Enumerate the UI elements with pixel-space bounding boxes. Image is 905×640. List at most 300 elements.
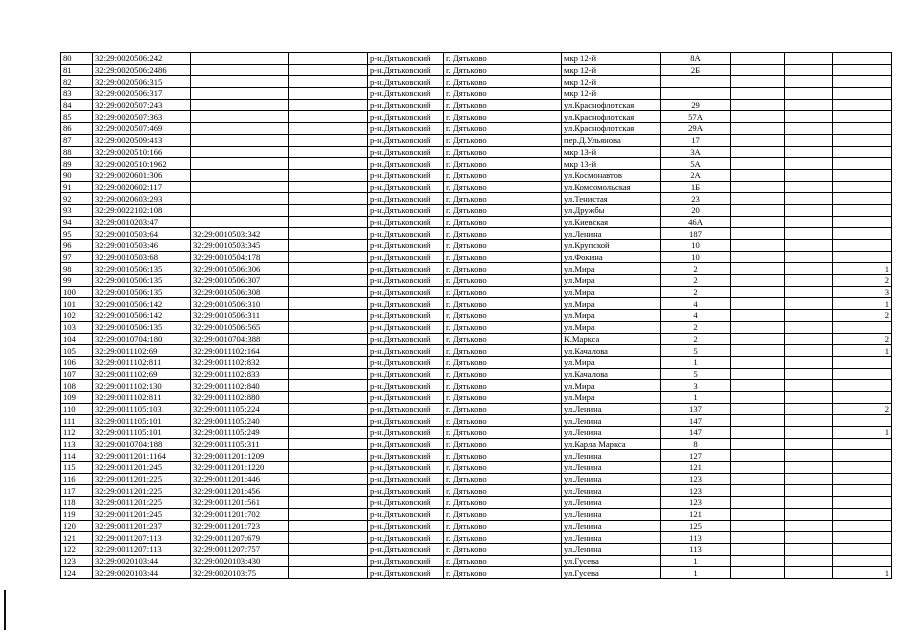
empty-cell <box>785 123 833 135</box>
apartment-number-cell <box>833 356 892 368</box>
city-cell: г. Дятьково <box>444 275 562 287</box>
house-number-cell: 147 <box>661 427 731 439</box>
empty-cell <box>731 240 785 252</box>
cadastral-number-cell: 32:29:0010203:47 <box>93 216 191 228</box>
street-cell: ул.Мира <box>562 356 661 368</box>
empty-cell <box>785 298 833 310</box>
row-number-cell: 122 <box>61 543 93 555</box>
district-cell: р-н.Дятьковский <box>368 438 444 450</box>
empty-cell <box>731 310 785 322</box>
house-number-cell: 8А <box>661 53 731 65</box>
cadastral-number-cell: 32:29:0011105:101 <box>93 415 191 427</box>
premises-cadastral-number-cell: 32:29:0010506:311 <box>191 310 289 322</box>
empty-cell <box>785 333 833 345</box>
street-cell: ул.Карла Маркса <box>562 438 661 450</box>
table-row <box>61 543 892 555</box>
house-number-cell: 123 <box>661 485 731 497</box>
empty-cell <box>289 310 368 322</box>
district-cell: р-н.Дятьковский <box>368 321 444 333</box>
premises-cadastral-number-cell <box>191 193 289 205</box>
street-cell: ул.Краснофлотская <box>562 99 661 111</box>
house-number-cell: 10 <box>661 251 731 263</box>
district-cell: р-н.Дятьковский <box>368 508 444 520</box>
premises-cadastral-number-cell: 32:29:0010506:306 <box>191 263 289 275</box>
city-cell: г. Дятьково <box>444 508 562 520</box>
table-row <box>61 473 892 485</box>
house-number-cell: 123 <box>661 473 731 485</box>
table-row <box>61 520 892 532</box>
table-row <box>61 111 892 123</box>
city-cell: г. Дятьково <box>444 123 562 135</box>
apartment-number-cell <box>833 123 892 135</box>
empty-cell <box>289 88 368 100</box>
cadastral-number-cell: 32:29:0020603:293 <box>93 193 191 205</box>
district-cell: р-н.Дятьковский <box>368 275 444 287</box>
empty-cell <box>289 567 368 579</box>
empty-cell <box>289 286 368 298</box>
cadastral-number-cell: 32:29:0020507:469 <box>93 123 191 135</box>
district-cell: р-н.Дятьковский <box>368 473 444 485</box>
table-row <box>61 228 892 240</box>
house-number-cell: 113 <box>661 543 731 555</box>
row-number-cell: 83 <box>61 88 93 100</box>
empty-cell <box>289 193 368 205</box>
empty-cell <box>785 251 833 263</box>
empty-cell <box>785 427 833 439</box>
district-cell: р-н.Дятьковский <box>368 216 444 228</box>
premises-cadastral-number-cell: 32:29:0011105:311 <box>191 438 289 450</box>
cadastral-number-cell: 32:29:0010506:135 <box>93 263 191 275</box>
row-number-cell: 116 <box>61 473 93 485</box>
apartment-number-cell <box>833 485 892 497</box>
apartment-number-cell <box>833 508 892 520</box>
empty-cell <box>289 275 368 287</box>
street-cell: ул.Ленина <box>562 543 661 555</box>
apartment-number-cell <box>833 64 892 76</box>
apartment-number-cell: 1 <box>833 263 892 275</box>
empty-cell <box>785 263 833 275</box>
city-cell: г. Дятьково <box>444 181 562 193</box>
cadastral-number-cell: 32:29:0020103:44 <box>93 555 191 567</box>
street-cell: ул.Дружбы <box>562 204 661 216</box>
empty-cell <box>785 181 833 193</box>
table-row <box>61 53 892 65</box>
district-cell: р-н.Дятьковский <box>368 158 444 170</box>
street-cell: мкр 12-й <box>562 53 661 65</box>
table-row <box>61 216 892 228</box>
empty-cell <box>289 520 368 532</box>
empty-cell <box>785 286 833 298</box>
empty-cell <box>731 298 785 310</box>
empty-cell <box>289 485 368 497</box>
table-row <box>61 508 892 520</box>
apartment-number-cell <box>833 146 892 158</box>
house-number-cell: 8 <box>661 438 731 450</box>
empty-cell <box>785 567 833 579</box>
empty-cell <box>785 520 833 532</box>
apartment-number-cell <box>833 391 892 403</box>
street-cell: ул.Комсомольская <box>562 181 661 193</box>
street-cell: ул.Качалова <box>562 345 661 357</box>
premises-cadastral-number-cell: 32:29:0011201:702 <box>191 508 289 520</box>
street-cell: ул.Ленина <box>562 415 661 427</box>
empty-cell <box>731 450 785 462</box>
premises-cadastral-number-cell <box>191 88 289 100</box>
table-row <box>61 298 892 310</box>
cadastral-number-cell: 32:29:0011102:69 <box>93 368 191 380</box>
row-number-cell: 108 <box>61 380 93 392</box>
cadastral-number-cell: 32:29:0011102:130 <box>93 380 191 392</box>
cadastral-number-cell: 32:29:0011201:225 <box>93 485 191 497</box>
city-cell: г. Дятьково <box>444 333 562 345</box>
row-number-cell: 104 <box>61 333 93 345</box>
street-cell: ул.Мира <box>562 286 661 298</box>
empty-cell <box>289 228 368 240</box>
empty-cell <box>731 508 785 520</box>
street-cell: мкр 12-й <box>562 76 661 88</box>
district-cell: р-н.Дятьковский <box>368 181 444 193</box>
empty-cell <box>731 123 785 135</box>
empty-cell <box>289 345 368 357</box>
apartment-number-cell: 1 <box>833 345 892 357</box>
street-cell: ул.Ленина <box>562 508 661 520</box>
city-cell: г. Дятьково <box>444 204 562 216</box>
district-cell: р-н.Дятьковский <box>368 345 444 357</box>
district-cell: р-н.Дятьковский <box>368 427 444 439</box>
house-number-cell: 5А <box>661 158 731 170</box>
premises-cadastral-number-cell <box>191 111 289 123</box>
empty-cell <box>289 356 368 368</box>
table-row <box>61 462 892 474</box>
cadastral-number-cell: 32:29:0020602:117 <box>93 181 191 193</box>
premises-cadastral-number-cell <box>191 181 289 193</box>
apartment-number-cell <box>833 368 892 380</box>
empty-cell <box>731 275 785 287</box>
empty-cell <box>289 64 368 76</box>
apartment-number-cell <box>833 240 892 252</box>
empty-cell <box>785 438 833 450</box>
empty-cell <box>785 532 833 544</box>
row-number-cell: 84 <box>61 99 93 111</box>
house-number-cell: 5 <box>661 345 731 357</box>
city-cell: г. Дятьково <box>444 169 562 181</box>
empty-cell <box>785 415 833 427</box>
premises-cadastral-number-cell <box>191 146 289 158</box>
empty-cell <box>289 450 368 462</box>
cadastral-number-cell: 32:29:0010503:68 <box>93 251 191 263</box>
empty-cell <box>785 146 833 158</box>
house-number-cell: 1 <box>661 567 731 579</box>
premises-cadastral-number-cell <box>191 158 289 170</box>
row-number-cell: 119 <box>61 508 93 520</box>
premises-cadastral-number-cell: 32:29:0010506:307 <box>191 275 289 287</box>
empty-cell <box>289 543 368 555</box>
empty-cell <box>785 193 833 205</box>
city-cell: г. Дятьково <box>444 391 562 403</box>
row-number-cell: 120 <box>61 520 93 532</box>
house-number-cell: 57А <box>661 111 731 123</box>
street-cell: ул.Мира <box>562 263 661 275</box>
table-row <box>61 99 892 111</box>
street-cell: ул.Качалова <box>562 368 661 380</box>
cadastral-number-cell: 32:29:0020103:44 <box>93 567 191 579</box>
house-number-cell: 2 <box>661 333 731 345</box>
empty-cell <box>289 438 368 450</box>
street-cell: ул.Мира <box>562 321 661 333</box>
table-row <box>61 555 892 567</box>
cadastral-number-cell: 32:29:0010704:180 <box>93 333 191 345</box>
premises-cadastral-number-cell: 32:29:0011201:456 <box>191 485 289 497</box>
house-number-cell: 29 <box>661 99 731 111</box>
empty-cell <box>785 111 833 123</box>
cadastral-number-cell: 32:29:0020509:413 <box>93 134 191 146</box>
empty-cell <box>785 216 833 228</box>
empty-cell <box>289 134 368 146</box>
empty-cell <box>731 76 785 88</box>
row-number-cell: 88 <box>61 146 93 158</box>
premises-cadastral-number-cell <box>191 169 289 181</box>
house-number-cell: 125 <box>661 520 731 532</box>
empty-cell <box>785 485 833 497</box>
cadastral-number-cell: 32:29:0011201:245 <box>93 508 191 520</box>
empty-cell <box>731 368 785 380</box>
street-cell: ул.Ленина <box>562 403 661 415</box>
district-cell: р-н.Дятьковский <box>368 228 444 240</box>
apartment-number-cell <box>833 543 892 555</box>
premises-cadastral-number-cell: 32:29:0010503:345 <box>191 240 289 252</box>
empty-cell <box>785 543 833 555</box>
city-cell: г. Дятьково <box>444 146 562 158</box>
premises-cadastral-number-cell: 32:29:0011102:833 <box>191 368 289 380</box>
cadastral-number-cell: 32:29:0010503:64 <box>93 228 191 240</box>
row-number-cell: 86 <box>61 123 93 135</box>
city-cell: г. Дятьково <box>444 286 562 298</box>
street-cell: ул.Космонавтов <box>562 169 661 181</box>
street-cell: ул.Киевская <box>562 216 661 228</box>
empty-cell <box>785 76 833 88</box>
scan-edge-mark <box>4 590 6 630</box>
apartment-number-cell <box>833 450 892 462</box>
table-row <box>61 380 892 392</box>
empty-cell <box>785 508 833 520</box>
city-cell: г. Дятьково <box>444 380 562 392</box>
house-number-cell: 10 <box>661 240 731 252</box>
empty-cell <box>289 99 368 111</box>
house-number-cell: 147 <box>661 415 731 427</box>
table-row <box>61 204 892 216</box>
district-cell: р-н.Дятьковский <box>368 193 444 205</box>
cadastral-number-cell: 32:29:0011201:225 <box>93 497 191 509</box>
table-row <box>61 158 892 170</box>
empty-cell <box>731 462 785 474</box>
district-cell: р-н.Дятьковский <box>368 555 444 567</box>
house-number-cell <box>661 88 731 100</box>
table-row <box>61 532 892 544</box>
premises-cadastral-number-cell <box>191 216 289 228</box>
empty-cell <box>785 228 833 240</box>
row-number-cell: 90 <box>61 169 93 181</box>
city-cell: г. Дятьково <box>444 228 562 240</box>
district-cell: р-н.Дятьковский <box>368 333 444 345</box>
street-cell: ул.Ленина <box>562 485 661 497</box>
empty-cell <box>785 462 833 474</box>
apartment-number-cell <box>833 88 892 100</box>
apartment-number-cell: 2 <box>833 403 892 415</box>
city-cell: г. Дятьково <box>444 64 562 76</box>
register-table-body <box>61 53 892 579</box>
apartment-number-cell <box>833 555 892 567</box>
row-number-cell: 105 <box>61 345 93 357</box>
table-row <box>61 567 892 579</box>
empty-cell <box>289 216 368 228</box>
city-cell: г. Дятьково <box>444 403 562 415</box>
street-cell: ул.Ленина <box>562 228 661 240</box>
empty-cell <box>731 204 785 216</box>
premises-cadastral-number-cell: 32:29:0011102:164 <box>191 345 289 357</box>
apartment-number-cell <box>833 193 892 205</box>
premises-cadastral-number-cell: 32:29:0011207:757 <box>191 543 289 555</box>
district-cell: р-н.Дятьковский <box>368 53 444 65</box>
empty-cell <box>289 368 368 380</box>
empty-cell <box>785 497 833 509</box>
premises-cadastral-number-cell: 32:29:0011102:840 <box>191 380 289 392</box>
row-number-cell: 101 <box>61 298 93 310</box>
house-number-cell: 123 <box>661 497 731 509</box>
cadastral-number-cell: 32:29:0010506:142 <box>93 310 191 322</box>
empty-cell <box>289 53 368 65</box>
empty-cell <box>289 169 368 181</box>
row-number-cell: 93 <box>61 204 93 216</box>
table-row <box>61 286 892 298</box>
row-number-cell: 118 <box>61 497 93 509</box>
empty-cell <box>289 263 368 275</box>
district-cell: р-н.Дятьковский <box>368 520 444 532</box>
apartment-number-cell <box>833 111 892 123</box>
house-number-cell: 23 <box>661 193 731 205</box>
street-cell: мкр 13-й <box>562 158 661 170</box>
street-cell: ул.Краснофлотская <box>562 123 661 135</box>
premises-cadastral-number-cell: 32:29:0010503:342 <box>191 228 289 240</box>
row-number-cell: 85 <box>61 111 93 123</box>
empty-cell <box>731 403 785 415</box>
street-cell: ул.Гусева <box>562 567 661 579</box>
empty-cell <box>289 333 368 345</box>
house-number-cell: 17 <box>661 134 731 146</box>
city-cell: г. Дятьково <box>444 263 562 275</box>
district-cell: р-н.Дятьковский <box>368 298 444 310</box>
empty-cell <box>289 508 368 520</box>
empty-cell <box>731 473 785 485</box>
empty-cell <box>731 321 785 333</box>
row-number-cell: 89 <box>61 158 93 170</box>
apartment-number-cell <box>833 462 892 474</box>
city-cell: г. Дятьково <box>444 298 562 310</box>
city-cell: г. Дятьково <box>444 415 562 427</box>
empty-cell <box>731 193 785 205</box>
apartment-number-cell <box>833 438 892 450</box>
cadastral-number-cell: 32:29:0020506:2486 <box>93 64 191 76</box>
house-number-cell: 1 <box>661 555 731 567</box>
premises-cadastral-number-cell: 32:29:0011105:240 <box>191 415 289 427</box>
property-register-table <box>60 52 892 579</box>
street-cell: ул.Мира <box>562 380 661 392</box>
house-number-cell: 2 <box>661 321 731 333</box>
empty-cell <box>289 251 368 263</box>
row-number-cell: 111 <box>61 415 93 427</box>
house-number-cell: 2Б <box>661 64 731 76</box>
empty-cell <box>289 532 368 544</box>
empty-cell <box>731 216 785 228</box>
empty-cell <box>731 333 785 345</box>
table-row <box>61 391 892 403</box>
house-number-cell: 1 <box>661 356 731 368</box>
district-cell: р-н.Дятьковский <box>368 123 444 135</box>
empty-cell <box>731 567 785 579</box>
empty-cell <box>785 356 833 368</box>
table-row <box>61 310 892 322</box>
cadastral-number-cell: 32:29:0020507:363 <box>93 111 191 123</box>
empty-cell <box>785 473 833 485</box>
house-number-cell: 3А <box>661 146 731 158</box>
empty-cell <box>289 403 368 415</box>
empty-cell <box>785 169 833 181</box>
empty-cell <box>731 169 785 181</box>
cadastral-number-cell: 32:29:0011105:103 <box>93 403 191 415</box>
table-row <box>61 485 892 497</box>
premises-cadastral-number-cell <box>191 53 289 65</box>
empty-cell <box>785 391 833 403</box>
apartment-number-cell <box>833 321 892 333</box>
premises-cadastral-number-cell <box>191 76 289 88</box>
premises-cadastral-number-cell: 32:29:0020103:75 <box>191 567 289 579</box>
empty-cell <box>785 275 833 287</box>
row-number-cell: 115 <box>61 462 93 474</box>
house-number-cell: 121 <box>661 508 731 520</box>
table-row <box>61 251 892 263</box>
premises-cadastral-number-cell: 32:29:0010506:565 <box>191 321 289 333</box>
empty-cell <box>289 298 368 310</box>
empty-cell <box>731 251 785 263</box>
premises-cadastral-number-cell <box>191 99 289 111</box>
city-cell: г. Дятьково <box>444 88 562 100</box>
district-cell: р-н.Дятьковский <box>368 64 444 76</box>
empty-cell <box>785 134 833 146</box>
city-cell: г. Дятьково <box>444 193 562 205</box>
table-row <box>61 169 892 181</box>
street-cell: ул.Ленина <box>562 497 661 509</box>
house-number-cell: 3 <box>661 380 731 392</box>
house-number-cell: 1 <box>661 391 731 403</box>
house-number-cell: 1Б <box>661 181 731 193</box>
empty-cell <box>731 134 785 146</box>
table-row <box>61 345 892 357</box>
house-number-cell: 2 <box>661 286 731 298</box>
premises-cadastral-number-cell: 32:29:0011201:1220 <box>191 462 289 474</box>
premises-cadastral-number-cell: 32:29:0010504:178 <box>191 251 289 263</box>
row-number-cell: 121 <box>61 532 93 544</box>
row-number-cell: 99 <box>61 275 93 287</box>
district-cell: р-н.Дятьковский <box>368 99 444 111</box>
empty-cell <box>785 158 833 170</box>
row-number-cell: 107 <box>61 368 93 380</box>
empty-cell <box>731 158 785 170</box>
row-number-cell: 123 <box>61 555 93 567</box>
street-cell: ул.Мира <box>562 298 661 310</box>
empty-cell <box>731 53 785 65</box>
empty-cell <box>289 240 368 252</box>
street-cell: ул.Тенистая <box>562 193 661 205</box>
apartment-number-cell <box>833 251 892 263</box>
